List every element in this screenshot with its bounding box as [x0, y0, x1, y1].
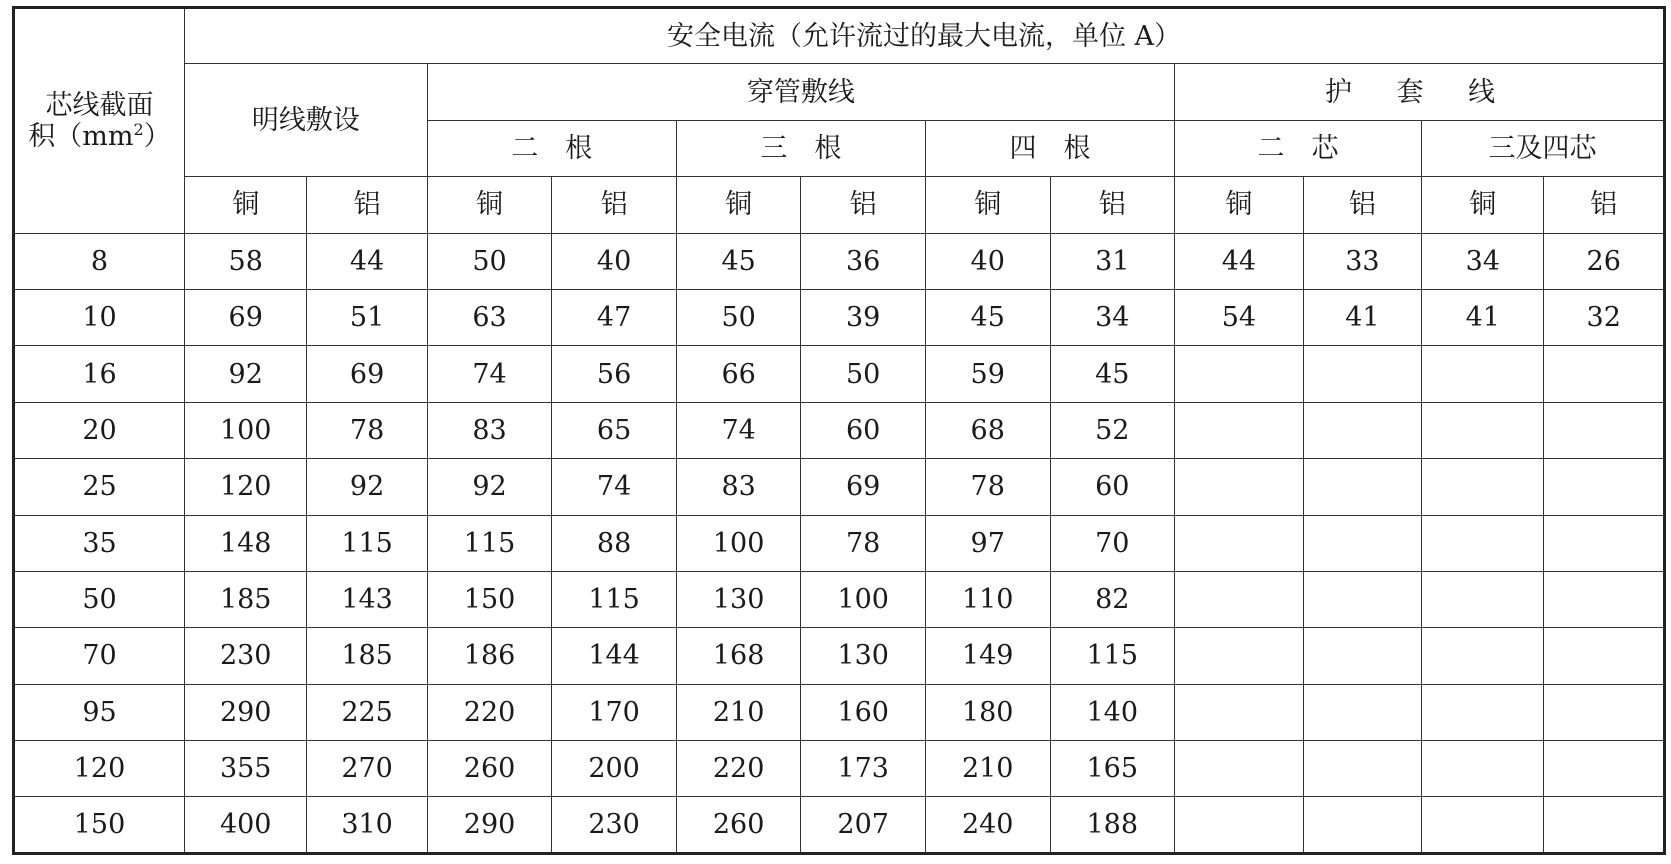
subgroup-three-wires: 三 根	[676, 120, 925, 176]
current-value-cell	[1303, 571, 1421, 627]
current-value-cell	[1422, 684, 1544, 740]
current-value-cell	[1303, 515, 1421, 571]
current-value-cell: 130	[676, 571, 801, 627]
current-value-cell: 290	[427, 797, 552, 853]
current-value-cell	[1422, 797, 1544, 853]
current-value-cell: 60	[1050, 459, 1175, 515]
current-value-cell: 200	[552, 741, 677, 797]
current-value-cell: 92	[185, 346, 307, 402]
material-header: 铜	[925, 177, 1050, 233]
material-header: 铝	[1544, 177, 1665, 233]
current-value-cell	[1544, 515, 1665, 571]
material-header: 铝	[552, 177, 677, 233]
current-value-cell: 100	[185, 402, 307, 458]
current-value-cell: 115	[307, 515, 427, 571]
group-conduit: 穿管敷线	[427, 64, 1174, 120]
current-value-cell: 50	[801, 346, 926, 402]
current-value-cell	[1175, 741, 1304, 797]
current-value-cell	[1175, 515, 1304, 571]
current-value-cell: 130	[801, 628, 926, 684]
current-value-cell	[1544, 459, 1665, 515]
current-value-cell: 41	[1303, 289, 1421, 345]
current-value-cell: 65	[552, 402, 677, 458]
cross-section-header-line1: 芯线截面	[45, 89, 154, 121]
material-header: 铜	[185, 177, 307, 233]
current-value-cell: 44	[1175, 233, 1304, 289]
current-value-cell	[1422, 741, 1544, 797]
current-value-cell	[1175, 571, 1304, 627]
current-value-cell	[1422, 402, 1544, 458]
current-value-cell: 34	[1422, 233, 1544, 289]
current-value-cell: 50	[676, 289, 801, 345]
current-value-cell: 180	[925, 684, 1050, 740]
subgroup-three-four-core: 三及四芯	[1422, 120, 1665, 176]
current-value-cell: 69	[185, 289, 307, 345]
current-value-cell: 34	[1050, 289, 1175, 345]
current-value-cell: 50	[427, 233, 552, 289]
current-value-cell: 40	[552, 233, 677, 289]
current-value-cell	[1175, 346, 1304, 402]
cross-section-cell: 10	[14, 289, 185, 345]
current-value-cell: 52	[1050, 402, 1175, 458]
current-value-cell: 78	[801, 515, 926, 571]
current-value-cell: 74	[676, 402, 801, 458]
subgroup-four-wires: 四 根	[925, 120, 1174, 176]
group-sheathed: 护 套 线	[1175, 64, 1665, 120]
cross-section-cell: 16	[14, 346, 185, 402]
cross-section-cell: 120	[14, 741, 185, 797]
table-row	[14, 233, 1665, 289]
current-value-cell: 54	[1175, 289, 1304, 345]
current-value-cell	[1422, 459, 1544, 515]
table-row	[14, 515, 1665, 571]
current-value-cell: 115	[1050, 628, 1175, 684]
current-value-cell: 143	[307, 571, 427, 627]
current-value-cell: 225	[307, 684, 427, 740]
cross-section-cell: 25	[14, 459, 185, 515]
current-value-cell: 41	[1422, 289, 1544, 345]
current-value-cell	[1303, 628, 1421, 684]
current-value-cell: 173	[801, 741, 926, 797]
current-value-cell	[1544, 797, 1665, 853]
cross-section-cell: 95	[14, 684, 185, 740]
subgroup-two-core: 二 芯	[1175, 120, 1422, 176]
current-value-cell: 149	[925, 628, 1050, 684]
current-value-cell	[1303, 459, 1421, 515]
current-value-cell	[1422, 571, 1544, 627]
current-value-cell: 230	[185, 628, 307, 684]
current-value-cell: 160	[801, 684, 926, 740]
current-value-cell	[1422, 628, 1544, 684]
current-value-cell: 230	[552, 797, 677, 853]
current-value-cell	[1544, 741, 1665, 797]
current-value-cell: 47	[552, 289, 677, 345]
current-value-cell: 26	[1544, 233, 1665, 289]
current-value-cell: 290	[185, 684, 307, 740]
current-value-cell: 39	[801, 289, 926, 345]
current-value-cell: 44	[307, 233, 427, 289]
cross-section-cell: 8	[14, 233, 185, 289]
current-value-cell: 185	[185, 571, 307, 627]
safe-current-title: 安全电流（允许流过的最大电流，单位 A）	[185, 8, 1665, 64]
current-value-cell	[1303, 797, 1421, 853]
current-value-cell: 82	[1050, 571, 1175, 627]
group-open-wiring: 明线敷设	[185, 64, 428, 177]
current-value-cell: 210	[925, 741, 1050, 797]
current-value-cell: 100	[676, 515, 801, 571]
current-value-cell	[1544, 346, 1665, 402]
current-value-cell: 120	[185, 459, 307, 515]
current-value-cell: 78	[307, 402, 427, 458]
current-value-cell: 59	[925, 346, 1050, 402]
current-value-cell: 165	[1050, 741, 1175, 797]
current-value-cell: 220	[427, 684, 552, 740]
current-value-cell: 45	[925, 289, 1050, 345]
current-value-cell: 74	[552, 459, 677, 515]
current-value-cell: 70	[1050, 515, 1175, 571]
current-value-cell: 88	[552, 515, 677, 571]
current-value-cell: 168	[676, 628, 801, 684]
current-value-cell	[1544, 402, 1665, 458]
current-value-cell: 97	[925, 515, 1050, 571]
current-value-cell: 115	[427, 515, 552, 571]
current-value-cell: 270	[307, 741, 427, 797]
current-value-cell: 260	[676, 797, 801, 853]
material-header: 铜	[676, 177, 801, 233]
material-header: 铜	[1175, 177, 1304, 233]
current-table	[12, 6, 1666, 855]
current-value-cell	[1175, 459, 1304, 515]
current-value-cell: 186	[427, 628, 552, 684]
current-value-cell: 36	[801, 233, 926, 289]
current-value-cell: 63	[427, 289, 552, 345]
current-value-cell: 69	[801, 459, 926, 515]
material-header: 铝	[801, 177, 926, 233]
table-row	[14, 797, 1665, 853]
table-row	[14, 741, 1665, 797]
current-value-cell: 210	[676, 684, 801, 740]
current-value-cell	[1544, 571, 1665, 627]
cross-section-header-line2: 积$(mm^2)$	[28, 119, 171, 152]
current-value-cell: 40	[925, 233, 1050, 289]
material-header: 铝	[1303, 177, 1421, 233]
cross-section-cell: 20	[14, 402, 185, 458]
current-value-cell	[1175, 628, 1304, 684]
current-value-cell: 68	[925, 402, 1050, 458]
current-value-cell	[1175, 684, 1304, 740]
table-row	[14, 684, 1665, 740]
current-value-cell: 60	[801, 402, 926, 458]
current-value-cell: 355	[185, 741, 307, 797]
current-value-cell: 115	[552, 571, 677, 627]
current-value-cell	[1303, 684, 1421, 740]
current-value-cell: 207	[801, 797, 926, 853]
current-value-cell: 188	[1050, 797, 1175, 853]
current-value-cell: 92	[307, 459, 427, 515]
material-header: 铜	[1422, 177, 1544, 233]
current-value-cell: 400	[185, 797, 307, 853]
current-value-cell: 83	[676, 459, 801, 515]
table-row	[14, 346, 1665, 402]
current-value-cell: 170	[552, 684, 677, 740]
current-value-cell: 51	[307, 289, 427, 345]
cross-section-cell: 35	[14, 515, 185, 571]
cross-section-cell: 70	[14, 628, 185, 684]
table-row	[14, 571, 1665, 627]
current-value-cell	[1422, 515, 1544, 571]
current-value-cell: 33	[1303, 233, 1421, 289]
current-value-cell: 310	[307, 797, 427, 853]
current-value-cell: 144	[552, 628, 677, 684]
current-value-cell: 74	[427, 346, 552, 402]
current-value-cell: 240	[925, 797, 1050, 853]
current-value-cell	[1175, 402, 1304, 458]
table-row	[14, 628, 1665, 684]
current-value-cell	[1544, 628, 1665, 684]
current-value-cell: 140	[1050, 684, 1175, 740]
current-value-cell: 69	[307, 346, 427, 402]
current-value-cell: 31	[1050, 233, 1175, 289]
current-value-cell	[1175, 797, 1304, 853]
material-header: 铝	[307, 177, 427, 233]
cross-section-cell: 150	[14, 797, 185, 853]
current-value-cell: 78	[925, 459, 1050, 515]
material-header: 铝	[1050, 177, 1175, 233]
current-value-cell	[1544, 684, 1665, 740]
current-value-cell: 32	[1544, 289, 1665, 345]
cross-section-header	[14, 8, 185, 234]
current-value-cell: 220	[676, 741, 801, 797]
current-value-cell: 45	[676, 233, 801, 289]
current-value-cell: 148	[185, 515, 307, 571]
current-value-cell: 66	[676, 346, 801, 402]
current-value-cell	[1303, 741, 1421, 797]
current-value-cell: 45	[1050, 346, 1175, 402]
material-header: 铜	[427, 177, 552, 233]
current-value-cell: 260	[427, 741, 552, 797]
current-value-cell	[1422, 346, 1544, 402]
current-value-cell	[1303, 346, 1421, 402]
current-value-cell: 150	[427, 571, 552, 627]
current-value-cell: 58	[185, 233, 307, 289]
table-row	[14, 289, 1665, 345]
table-row	[14, 402, 1665, 458]
current-value-cell: 110	[925, 571, 1050, 627]
current-value-cell: 100	[801, 571, 926, 627]
current-value-cell: 92	[427, 459, 552, 515]
table-row	[14, 459, 1665, 515]
current-value-cell: 56	[552, 346, 677, 402]
current-value-cell: 83	[427, 402, 552, 458]
current-value-cell: 185	[307, 628, 427, 684]
cross-section-cell: 50	[14, 571, 185, 627]
subgroup-two-wires: 二 根	[427, 120, 676, 176]
current-value-cell	[1303, 402, 1421, 458]
